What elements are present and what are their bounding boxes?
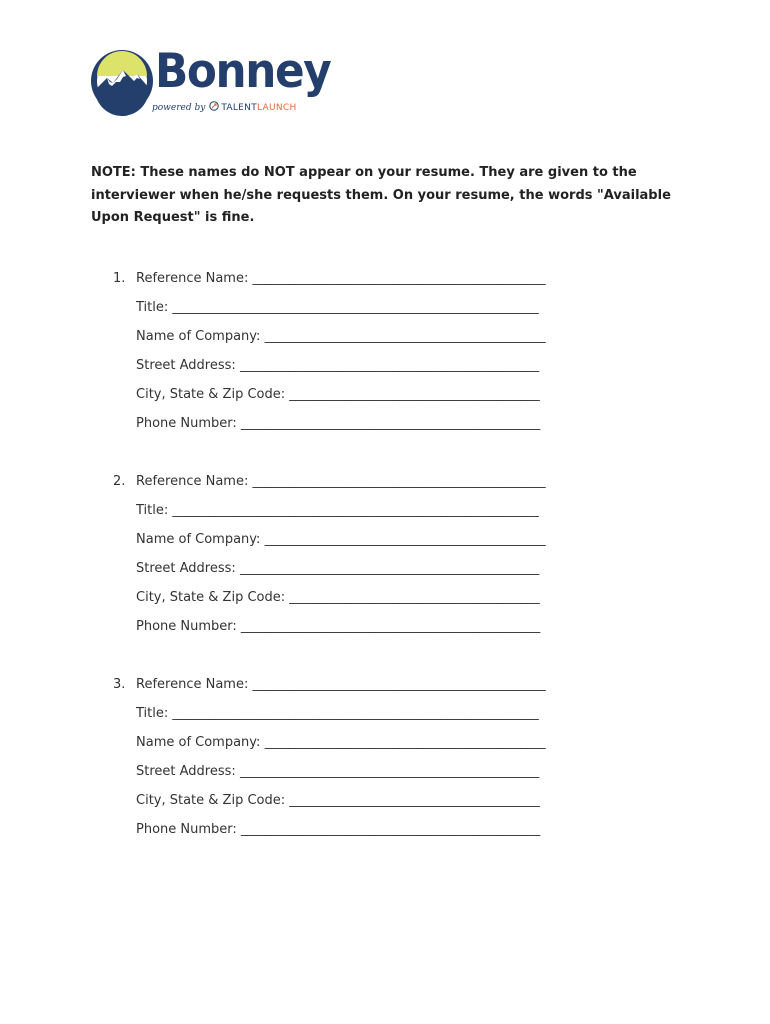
field-label: Phone Number: — [136, 416, 237, 431]
field-blank: ____________________________________________________________ — [172, 503, 539, 518]
mountain-sun-icon — [90, 46, 154, 116]
street-address-field[interactable] — [136, 356, 606, 376]
field-label: City, State & Zip Code: — [136, 590, 286, 605]
rocket-icon — [209, 101, 219, 111]
reference-name-field[interactable] — [136, 269, 606, 289]
field-blank: _________________________________________ — [289, 590, 540, 605]
field-label: City, State & Zip Code: — [136, 387, 286, 402]
reference-number: 3. — [113, 677, 126, 692]
reference-name-field[interactable] — [136, 472, 606, 492]
field-label: Reference Name: — [136, 271, 249, 286]
phone-number-field[interactable] — [136, 820, 606, 840]
logo-wordmark: Bonney — [155, 44, 331, 99]
field-blank: ________________________________________________ — [252, 271, 546, 286]
title-field[interactable] — [136, 298, 606, 318]
field-label: Name of Company: — [136, 735, 261, 750]
field-blank: _________________________________________________ — [240, 619, 540, 634]
field-blank: ______________________________________________ — [264, 735, 546, 750]
field-label: Title: — [136, 706, 169, 721]
field-blank: _________________________________________________ — [239, 764, 539, 779]
field-blank: _________________________________________________ — [239, 561, 539, 576]
field-label: Name of Company: — [136, 329, 261, 344]
field-blank: _________________________________________ — [289, 387, 540, 402]
field-blank: ________________________________________________ — [252, 474, 546, 489]
phone-number-field[interactable] — [136, 414, 606, 434]
field-label: Title: — [136, 503, 169, 518]
city-state-zip-field[interactable] — [136, 385, 606, 405]
field-blank: ____________________________________________________________ — [172, 706, 539, 721]
field-label: Title: — [136, 300, 169, 315]
city-state-zip-field[interactable] — [136, 791, 606, 811]
logo-tagline — [152, 101, 297, 114]
field-label: Reference Name: — [136, 677, 249, 692]
powered-by-text: powered by — [152, 103, 206, 113]
field-blank: _________________________________________ — [289, 793, 540, 808]
field-blank: _________________________________________________ — [240, 416, 540, 431]
reference-number: 2. — [113, 474, 126, 489]
title-field[interactable] — [136, 704, 606, 724]
launch-text: LAUNCH — [257, 103, 297, 113]
title-field[interactable] — [136, 501, 606, 521]
street-address-field[interactable] — [136, 762, 606, 782]
company-name-field[interactable] — [136, 733, 606, 753]
reference-number: 1. — [113, 271, 126, 286]
field-blank: ____________________________________________________________ — [172, 300, 539, 315]
field-label: Street Address: — [136, 764, 236, 779]
field-label: Name of Company: — [136, 532, 261, 547]
field-label: Reference Name: — [136, 474, 249, 489]
field-blank: ________________________________________________ — [252, 677, 546, 692]
street-address-field[interactable] — [136, 559, 606, 579]
talent-text: TALENT — [221, 103, 257, 113]
field-label: Street Address: — [136, 561, 236, 576]
reference-name-field[interactable] — [136, 675, 606, 695]
phone-number-field[interactable] — [136, 617, 606, 637]
field-blank: _________________________________________________ — [239, 358, 539, 373]
city-state-zip-field[interactable] — [136, 588, 606, 608]
company-name-field[interactable] — [136, 327, 606, 347]
field-blank: ______________________________________________ — [264, 329, 546, 344]
field-label: Street Address: — [136, 358, 236, 373]
field-blank: ______________________________________________ — [264, 532, 546, 547]
company-name-field[interactable] — [136, 530, 606, 550]
field-label: Phone Number: — [136, 619, 237, 634]
field-label: City, State & Zip Code: — [136, 793, 286, 808]
field-blank: _________________________________________________ — [240, 822, 540, 837]
note-paragraph: NOTE: These names do NOT appear on your resume. They are given to the interviewer when he/she requests them. On your resume, the words "Available Upon Request" is fine. — [91, 165, 671, 225]
field-label: Phone Number: — [136, 822, 237, 837]
bonney-logo — [90, 46, 335, 118]
